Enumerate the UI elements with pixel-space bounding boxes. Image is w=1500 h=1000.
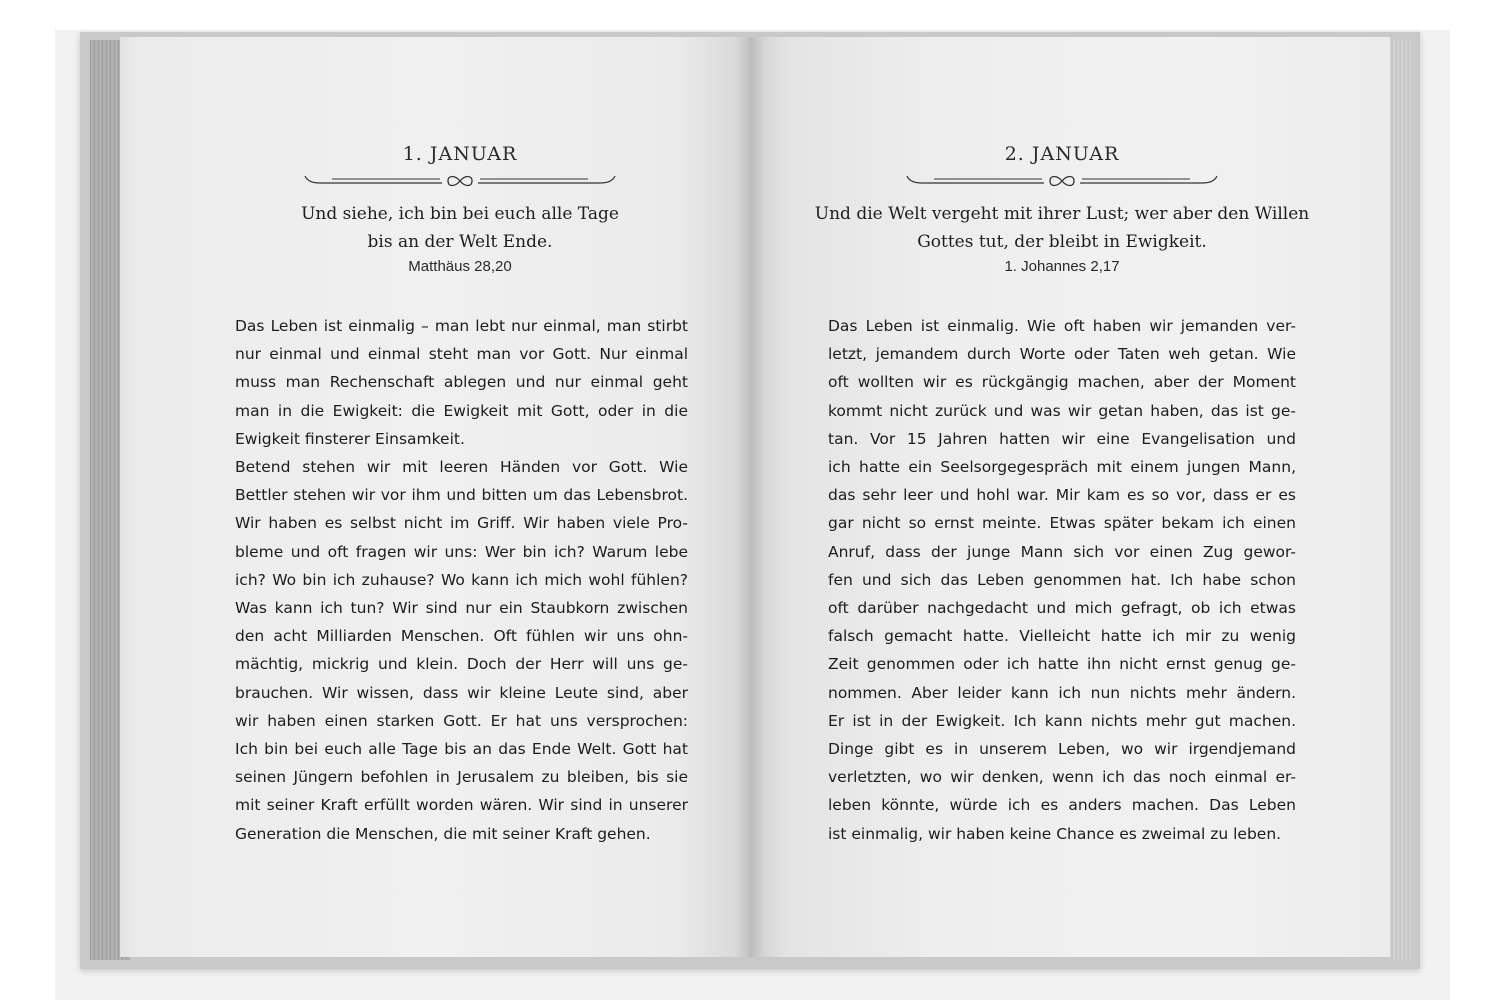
text-line: ist einmalig, wir haben keine Chance es zweimal zu leben.	[828, 824, 1282, 843]
right-page-date: 2. JANUAR	[1004, 143, 1120, 165]
book-gutter	[735, 37, 765, 957]
text-line: verletzten, wo wir denken, wenn ich das noch einmal er-	[828, 768, 1296, 787]
left-body-text	[235, 312, 688, 848]
text-line: mit seiner Kraft erfüllt worden wären. Wir sind in unserer	[235, 796, 688, 815]
text-line: Bettler stehen wir vor ihm und bitten um das Lebensbrot.	[235, 486, 688, 505]
right-ornament-divider	[902, 170, 1222, 190]
text-line: oft wollten wir es rückgängig machen, aber der Moment	[828, 373, 1296, 392]
text-line: mächtig, mickrig und klein. Doch der Herr will uns ge-	[235, 655, 688, 674]
text-line: nommen. Aber leider kann ich nun nichts mehr ändern.	[828, 683, 1296, 702]
text-line: Generation die Menschen, die mit seiner Kraft gehen.	[235, 824, 651, 843]
text-line: gar nicht so ernst meinte. Etwas später bekam ich einen	[828, 514, 1296, 533]
left-verse	[200, 200, 720, 256]
right-verse-reference: 1. Johannes 2,17	[1004, 258, 1120, 275]
text-line: brauchen. Wir wissen, dass wir kleine Leute sind, aber	[235, 683, 688, 702]
page-stack-right	[1390, 40, 1412, 960]
text-line: Ich bin bei euch alle Tage bis an das Ende Welt. Gott hat	[235, 740, 688, 759]
left-verse-reference: Matthäus 28,20	[408, 258, 512, 275]
text-line: Er ist in der Ewigkeit. Ich kann nichts mehr gut machen.	[828, 711, 1296, 730]
text-line: das sehr leer und hohl war. Mir kam es so vor, dass er es	[828, 486, 1296, 505]
text-line: tan. Vor 15 Jahren hatten wir eine Evangelisation und	[828, 429, 1296, 448]
verse-line: Gottes tut, der bleibt in Ewigkeit.	[917, 232, 1207, 252]
right-verse	[802, 200, 1322, 256]
text-line: ich hatte ein Seelsorgegespräch mit einem jungen Mann,	[828, 458, 1296, 477]
text-line: Was kann ich tun? Wir sind nur ein Staubkorn zwischen	[235, 599, 688, 618]
text-line: Das Leben ist einmalig – man lebt nur einmal, man stirbt	[235, 317, 688, 335]
text-line: leben könnte, würde ich es anders machen. Das Leben	[828, 796, 1296, 815]
text-line: Betend stehen wir mit leeren Händen vor Gott. Wie	[235, 458, 688, 477]
text-line: seinen Jüngern befohlen in Jerusalem zu bleiben, bis sie	[235, 768, 688, 787]
verse-line: Und die Welt vergeht mit ihrer Lust; wer aber den Willen	[814, 204, 1310, 224]
text-line: wir haben einen starken Gott. Er hat uns versprochen:	[235, 711, 688, 730]
verse-line: bis an der Welt Ende.	[367, 232, 553, 252]
text-line: bleme und oft fragen wir uns: Wer bin ich? Warum lebe	[235, 542, 688, 561]
text-line: fen und sich das Leben genommen hat. Ich habe schon	[828, 570, 1296, 589]
text-line: ich? Wo bin ich zuhause? Wo kann ich mich wohl fühlen?	[235, 570, 688, 589]
text-line: Wir haben es selbst nicht im Griff. Wir haben viele Pro-	[235, 514, 688, 533]
text-line: Anruf, dass der junge Mann sich vor einen Zug gewor-	[828, 542, 1296, 561]
text-line: den acht Milliarden Menschen. Oft fühlen wir uns ohn-	[235, 627, 688, 646]
text-line: man in die Ewigkeit: die Ewigkeit mit Gott, oder in die	[235, 401, 688, 420]
text-line: Zeit genommen oder ich hatte ihn nicht ernst genug ge-	[828, 655, 1296, 674]
verse-line: Und siehe, ich bin bei euch alle Tage	[301, 204, 619, 224]
text-line: letzt, jemandem durch Worte oder Taten weh getan. Wie	[828, 345, 1296, 364]
text-line: kommt nicht zurück und was wir getan haben, das ist ge-	[828, 401, 1296, 420]
text-line: Das Leben ist einmalig. Wie oft haben wir jemanden ver-	[828, 317, 1296, 335]
text-line: oft darüber nachgedacht und mich gefragt, ob ich etwas	[828, 599, 1296, 618]
left-ornament-divider	[300, 170, 620, 190]
right-body-text	[828, 312, 1296, 848]
text-line: Dinge gibt es in unserem Leben, wo wir irgendjemand	[828, 740, 1296, 759]
text-line: falsch gemacht hatte. Vielleicht hatte ich mir zu wenig	[828, 627, 1296, 646]
text-line: nur einmal und einmal steht man vor Gott. Nur einmal	[235, 345, 688, 364]
left-page-date: 1. JANUAR	[402, 143, 518, 165]
text-line: Ewigkeit finsterer Einsamkeit.	[235, 429, 465, 448]
text-line: muss man Rechenschaft ablegen und nur einmal geht	[235, 373, 688, 392]
